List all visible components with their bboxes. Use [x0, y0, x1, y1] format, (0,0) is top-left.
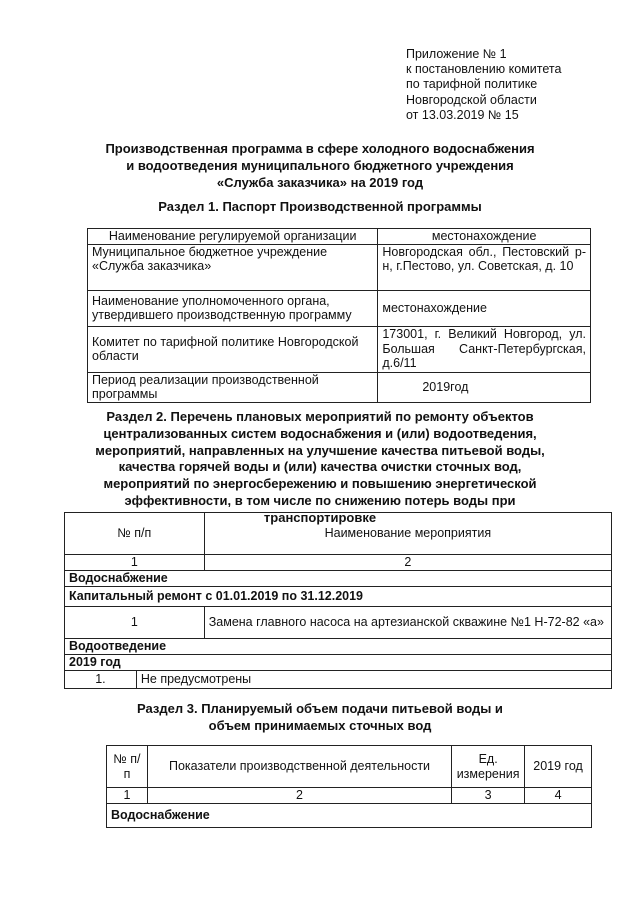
approver-header: Наименование уполномоченного органа, утвердившего производственную программу — [88, 290, 378, 326]
passport-table — [87, 228, 591, 403]
measures-table — [64, 512, 612, 689]
appendix-line: от 13.03.2019 № 15 — [406, 107, 519, 122]
measures-group-water-supply: Водоснабжение — [65, 570, 612, 586]
measures-group-water-disposal: Водоотведение — [65, 638, 612, 654]
appendix-block — [406, 47, 561, 123]
appendix-line: по тарифной политике — [406, 77, 538, 92]
org-name: Муниципальное бюджетное учреждение «Служба заказчика» — [88, 244, 378, 290]
volume-col-num: № п/п — [107, 746, 148, 788]
appendix-line: к постановлению комитета — [406, 62, 562, 77]
volume-index: 3 — [452, 788, 525, 804]
measures-index: 2 — [204, 555, 611, 571]
section2-heading: Раздел 2. Перечень плановых мероприятий по ремонту объектов централизованных систем водоснабжения и (или) водоотведения, мероприятий, направленных на улучшение качества питьевой воды, качества горячей воды и (или) качества очистки сточных вод, мероприятий по энергосбережению и повышению энергетической эффективности, в том числе по снижению потерь воды при транспортировке — [95, 409, 545, 525]
measures-group-capital-repair: Капитальный ремонт с 01.01.2019 по 31.12.2019 — [65, 586, 612, 606]
volume-col-unit: Ед. измерения — [452, 746, 525, 788]
measures-col-num: № п/п — [65, 513, 205, 555]
passport-header-name: Наименование регулируемой организации — [88, 229, 378, 245]
approver-location: 173001, г. Великий Новгород, ул. Большая Санкт-Петербургская, д.6/11 — [378, 326, 591, 372]
section3-heading: Раздел 3. Планируемый объем подачи питьевой воды и объем принимаемых сточных вод — [137, 701, 503, 733]
volume-index: 1 — [107, 788, 148, 804]
measure-number: 1 — [65, 606, 205, 638]
volume-index: 2 — [147, 788, 451, 804]
appendix-line: Приложение № 1 — [406, 47, 507, 61]
measures-col-name: Наименование мероприятия — [204, 513, 611, 555]
approver-location-header: местонахождение — [378, 290, 591, 326]
passport-header-location: местонахождение — [378, 229, 591, 245]
volume-index: 4 — [525, 788, 592, 804]
volume-col-year: 2019 год — [525, 746, 592, 788]
measure-text: Не предусмотрены — [136, 670, 611, 688]
appendix-line: Новгородской области — [406, 92, 537, 107]
volume-col-indicators: Показатели производственной деятельности — [147, 746, 451, 788]
org-location: Новгородская обл., Пестовский р-н, г.Пестово, ул. Советская, д. 10 — [378, 244, 591, 290]
volume-group-water-supply: Водоснабжение — [107, 804, 592, 828]
measure-number: 1. — [65, 670, 137, 688]
period-label: Период реализации производственной программы — [88, 372, 378, 402]
measures-group-year: 2019 год — [65, 654, 612, 670]
approver-name: Комитет по тарифной политике Новгородской области — [88, 326, 378, 372]
measure-text: Замена главного насоса на артезианской скважине №1 Н-72-82 «а» — [204, 606, 611, 638]
document-title: Производственная программа в сфере холодного водоснабжения и водоотведения муниципального бюджетного учреждения «Служба заказчика» на 2019 год — [105, 141, 535, 190]
volume-table — [106, 745, 592, 828]
measures-index: 1 — [65, 555, 205, 571]
section1-heading: Раздел 1. Паспорт Производственной программы — [158, 199, 482, 214]
period-value: 2019год — [378, 372, 591, 402]
